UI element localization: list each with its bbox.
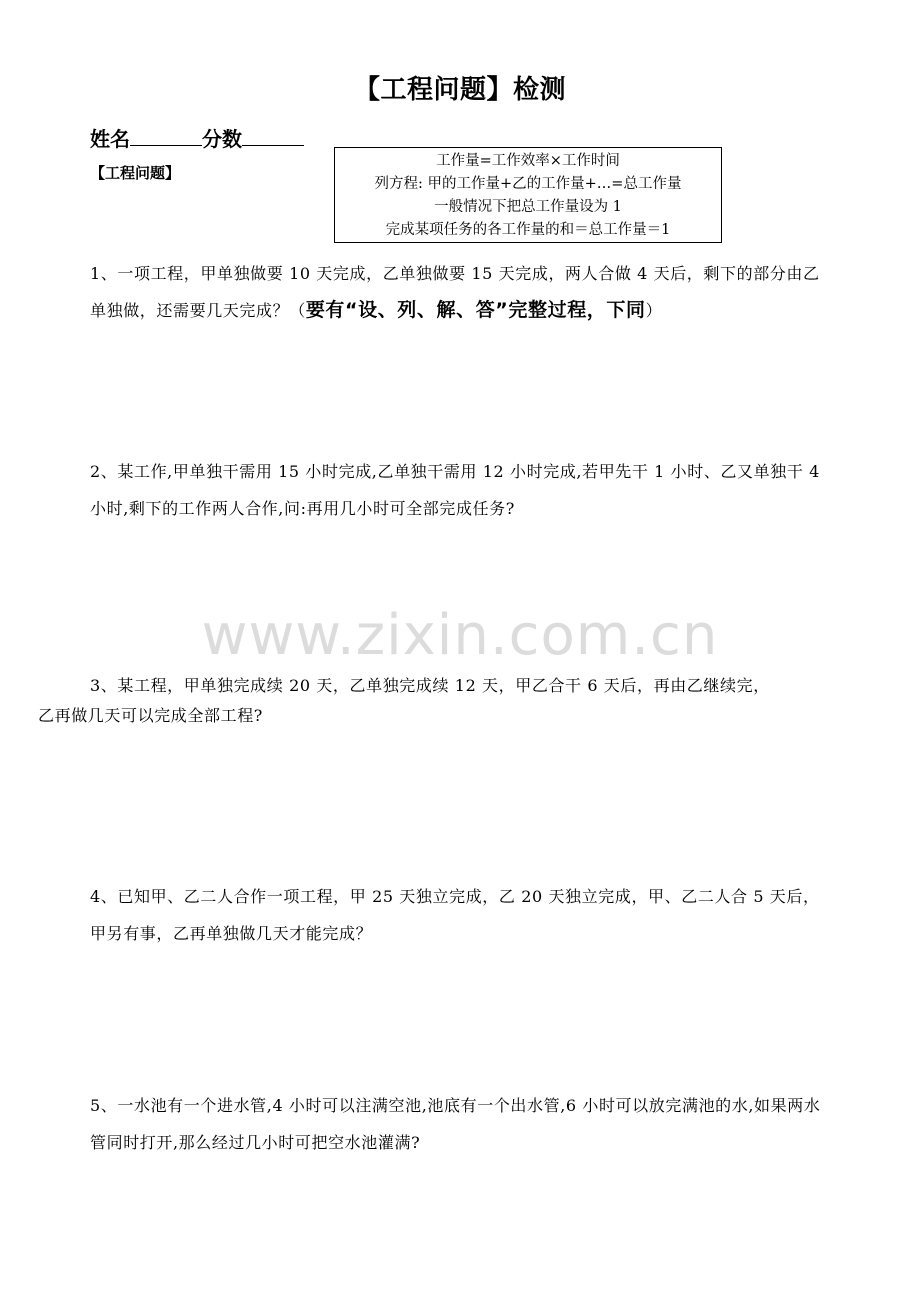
question-1-text: 1、一项工程，甲单独做要 10 天完成，乙单独做要 15 天完成，两人合做 4 天后，剩下的部分由乙单独做，还需要几天完成？（ [90,264,820,320]
question-1 [90,255,835,329]
question-5: 5、一水池有一个进水管,4 小时可以注满空池,池底有一个出水管,6 小时可以放完满池的水,如果两水管同时打开,那么经过几小时可把空水池灌满? [90,1096,821,1152]
score-label: 分数 [202,127,242,151]
question-1-emphasis: 要有“设、列、解、答”完整过程，下同 [305,299,646,321]
question-1-tail: ） [645,301,663,320]
formula-line: 完成某项任务的各工作量的和＝总工作量＝1 [385,222,671,238]
formula-line: 一般情况下把总工作量设为 1 [434,199,622,215]
question-3-line-1: 3、某工程，甲单独完成续 20 天，乙单独完成续 12 天，甲乙合干 6 天后，再由乙继续完， [90,676,770,695]
name-blank[interactable] [130,125,202,146]
score-blank[interactable] [242,125,304,146]
question-3-line-2: 乙再做几天可以完成全部工程? [38,706,263,725]
name-label: 姓名 [90,127,130,151]
name-score-row [90,124,304,154]
watermark: www.zixin.com.cn [201,603,719,668]
formula-line: 列方程: 甲的工作量+乙的工作量+…=总工作量 [374,176,682,192]
formula-line: 工作量=工作效率×工作时间 [436,153,620,169]
question-4: 4、已知甲、乙二人合作一项工程，甲 25 天独立完成，乙 20 天独立完成，甲、乙二人合 5 天后，甲另有事，乙再单独做几天才能完成？ [90,887,820,943]
section-label: 【工程问题】 [90,164,181,182]
formula-box [334,147,722,243]
page-title: 【工程问题】检测 [353,75,566,105]
question-2: 2、某工作,甲单独干需用 15 小时完成,乙单独干需用 12 小时完成,若甲先干 1 小时、乙又单独干 4 小时,剩下的工作两人合作,问:再用几小时可全部完成任务? [90,462,820,518]
